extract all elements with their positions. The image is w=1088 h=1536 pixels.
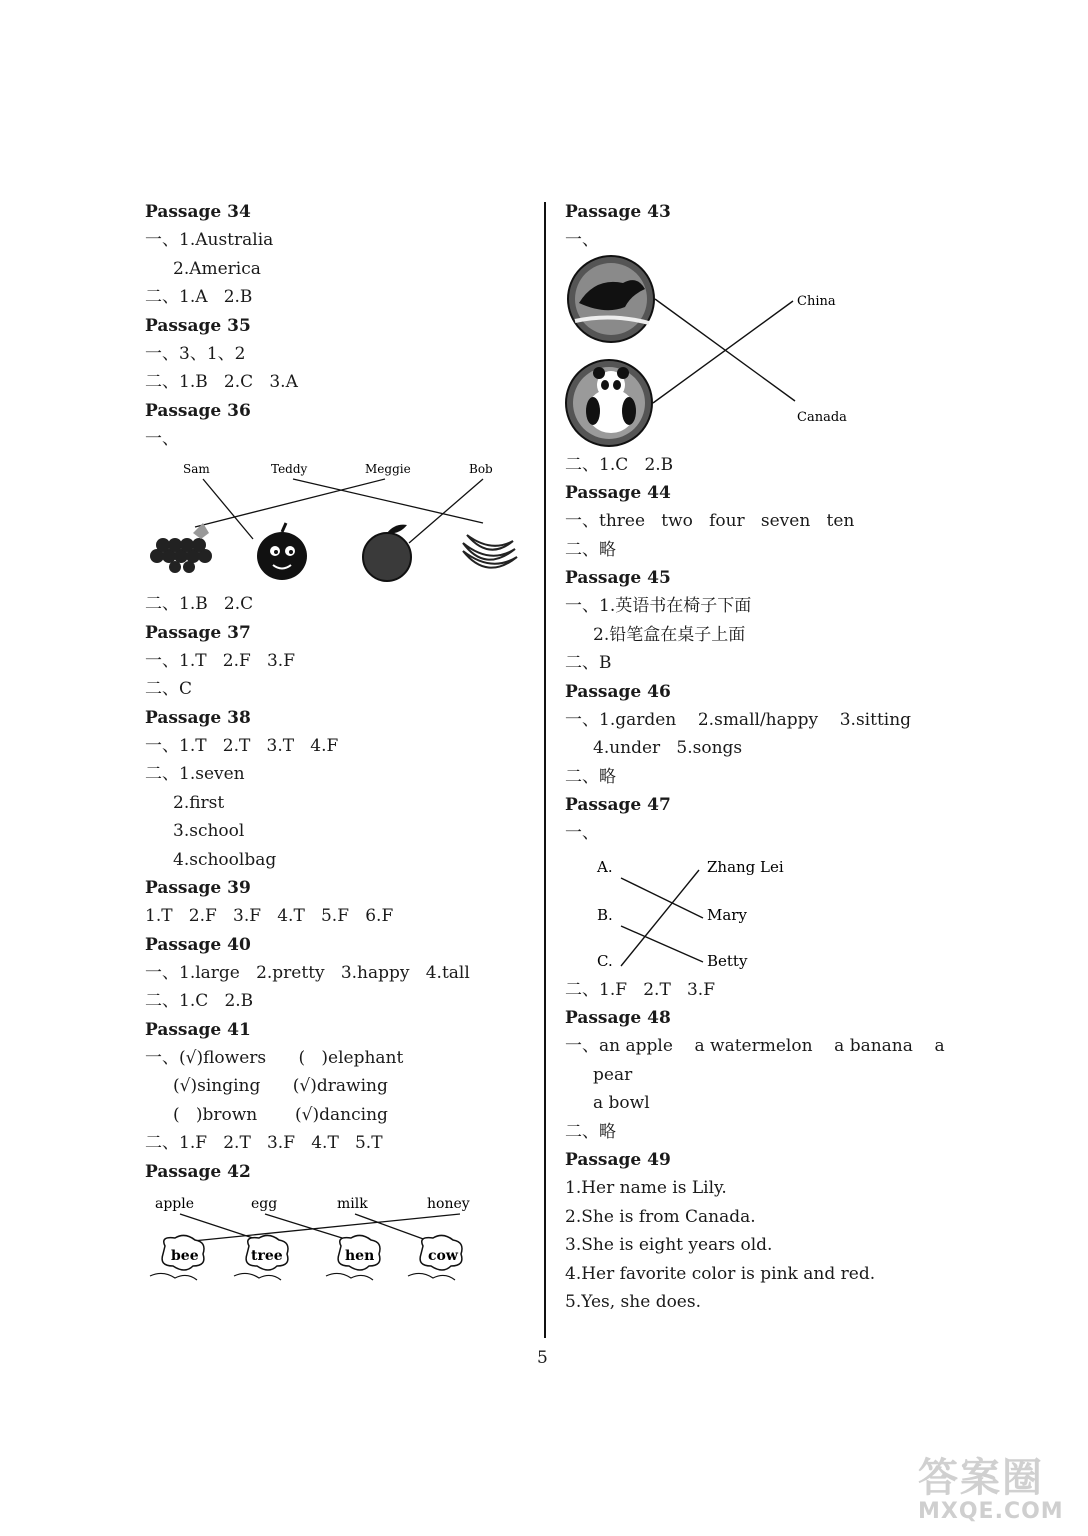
passage-35-line: 二、1.B 2.C 3.A (145, 372, 298, 392)
grapes-icon (150, 523, 212, 573)
match-line (621, 878, 703, 918)
passage-37-line: 二、C (145, 679, 193, 699)
passage-47-line: 一、 (565, 823, 599, 843)
passage-41-line: 二、1.F 2.T 3.F 4.T 5.T (145, 1133, 383, 1153)
match-line (203, 479, 253, 539)
passage-45-line: 一、1.英语书在椅子下面 (565, 596, 752, 616)
passage-47-matching-figure (565, 848, 965, 976)
passage-38-line: 二、1.seven (145, 764, 245, 784)
animal-word-bubble (234, 1235, 288, 1280)
left-column (145, 198, 530, 1286)
food-label: apple (155, 1195, 195, 1212)
passage-34-line: 一、1.Australia (145, 230, 274, 250)
animal-word-bubble (408, 1235, 462, 1280)
animal-word-bubble (150, 1235, 204, 1280)
passage-34-line: 2.America (173, 258, 261, 279)
person-name: Zhang Lei (707, 857, 784, 876)
passage-44-line: 二、略 (565, 539, 616, 560)
passage-41-title: Passage 41 (145, 1019, 251, 1040)
page-number: 5 (537, 1348, 548, 1368)
passage-34-line: 二、1.A 2.B (145, 287, 253, 307)
passage-43-line: 二、1.C 2.B (565, 454, 674, 475)
option-letter: B. (597, 905, 613, 924)
apple-icon (257, 523, 307, 580)
passage-38-line: 3.school (173, 821, 245, 841)
passage-49-line: 5.Yes, she does. (565, 1292, 701, 1312)
passage-44-line: 一、three two four seven ten (565, 511, 855, 531)
passage-42-matching-figure (145, 1186, 530, 1286)
passage-44-title: Passage 44 (565, 483, 671, 503)
passage-40-title: Passage 40 (145, 934, 251, 955)
person-name: Betty (707, 951, 748, 970)
food-label: honey (427, 1195, 470, 1212)
watermark-url: MXQE.COM (918, 1499, 1064, 1524)
panda-coin-icon (566, 360, 652, 446)
match-line (409, 479, 483, 543)
passage-41-line: ( )brown (√)dancing (173, 1104, 388, 1125)
animal-word: tree (251, 1247, 283, 1264)
match-line (653, 301, 793, 403)
passage-39-title: Passage 39 (145, 878, 251, 898)
passage-38-line: 一、1.T 2.T 3.T 4.F (145, 735, 339, 756)
name-label: Teddy (271, 462, 308, 476)
passage-41-line: (√)singing (√)drawing (173, 1076, 388, 1096)
passage-49-line: 3.She is eight years old. (565, 1235, 773, 1255)
passage-45-title: Passage 45 (565, 568, 671, 588)
passage-43-matching-figure (565, 255, 965, 451)
name-label: Bob (469, 462, 493, 476)
passage-37-line: 一、1.T 2.F 3.F (145, 650, 296, 671)
passage-49-line: 1.Her name is Lily. (565, 1178, 727, 1198)
passage-39-line: 1.T 2.F 3.F 4.T 5.F 6.F (145, 906, 394, 926)
passage-36-matching-figure (145, 453, 530, 590)
passage-35-line: 一、3、1、2 (145, 343, 246, 364)
right-column (565, 198, 965, 1317)
option-letter: A. (597, 857, 613, 876)
animal-word-bubble (326, 1235, 380, 1280)
column-divider (544, 202, 546, 1338)
animal-word: hen (345, 1247, 375, 1264)
watermark (918, 1446, 1078, 1526)
name-label: Sam (183, 462, 210, 476)
passage-38-title: Passage 38 (145, 707, 251, 728)
passage-36-line: 二、1.B 2.C (145, 594, 254, 614)
person-name: Mary (707, 905, 747, 924)
passage-43-title: Passage 43 (565, 202, 671, 222)
food-label: milk (337, 1195, 368, 1212)
passage-43-line: 一、 (565, 230, 599, 250)
orange-icon (363, 525, 411, 581)
animal-word: cow (428, 1247, 458, 1264)
passage-45-line: 2.铅笔盒在桌子上面 (593, 624, 746, 645)
passage-48-line: pear (593, 1064, 633, 1085)
country-label: Canada (797, 409, 847, 425)
passage-34-title: Passage 34 (145, 202, 251, 222)
passage-40-line: 二、1.C 2.B (145, 991, 254, 1011)
passage-46-title: Passage 46 (565, 681, 671, 702)
passage-36-line: 一、 (145, 428, 179, 449)
passage-48-line: a bowl (593, 1093, 650, 1113)
match-line (621, 926, 703, 962)
passage-46-line: 二、略 (565, 766, 616, 787)
passage-42-title: Passage 42 (145, 1161, 251, 1182)
passage-37-title: Passage 37 (145, 622, 251, 643)
match-line (265, 1214, 355, 1242)
passage-46-line: 4.under 5.songs (593, 738, 743, 758)
country-label: China (797, 293, 836, 309)
maple-leaf-coin-icon (568, 256, 654, 342)
passage-46-line: 一、1.garden 2.small/happy 3.sitting (565, 709, 912, 730)
name-label: Meggie (365, 462, 411, 476)
passage-36-title: Passage 36 (145, 400, 251, 421)
passage-40-line: 一、1.large 2.pretty 3.happy 4.tall (145, 962, 470, 983)
passage-38-line: 2.first (173, 792, 225, 813)
passage-49-title: Passage 49 (565, 1150, 671, 1170)
passage-49-line: 4.Her favorite color is pink and red. (565, 1263, 876, 1284)
passage-48-line: 一、an apple a watermelon a banana a (565, 1036, 945, 1056)
passage-35-title: Passage 35 (145, 315, 251, 336)
passage-47-title: Passage 47 (565, 795, 671, 815)
passage-38-line: 4.schoolbag (173, 849, 277, 870)
match-line (293, 479, 483, 523)
passage-48-title: Passage 48 (565, 1008, 671, 1028)
animal-word: bee (171, 1247, 199, 1264)
passage-47-line: 二、1.F 2.T 3.F (565, 979, 716, 1000)
passage-45-line: 二、B (565, 653, 612, 673)
watermark-chinese: 答案圈 (918, 1455, 1044, 1501)
option-letter: C. (597, 951, 613, 970)
banana-icon (463, 535, 517, 568)
passage-48-line: 二、略 (565, 1121, 616, 1142)
passage-49-line: 2.She is from Canada. (565, 1206, 756, 1227)
food-label: egg (251, 1195, 278, 1212)
passage-41-line: 一、(√)flowers ( )elephant (145, 1047, 404, 1068)
